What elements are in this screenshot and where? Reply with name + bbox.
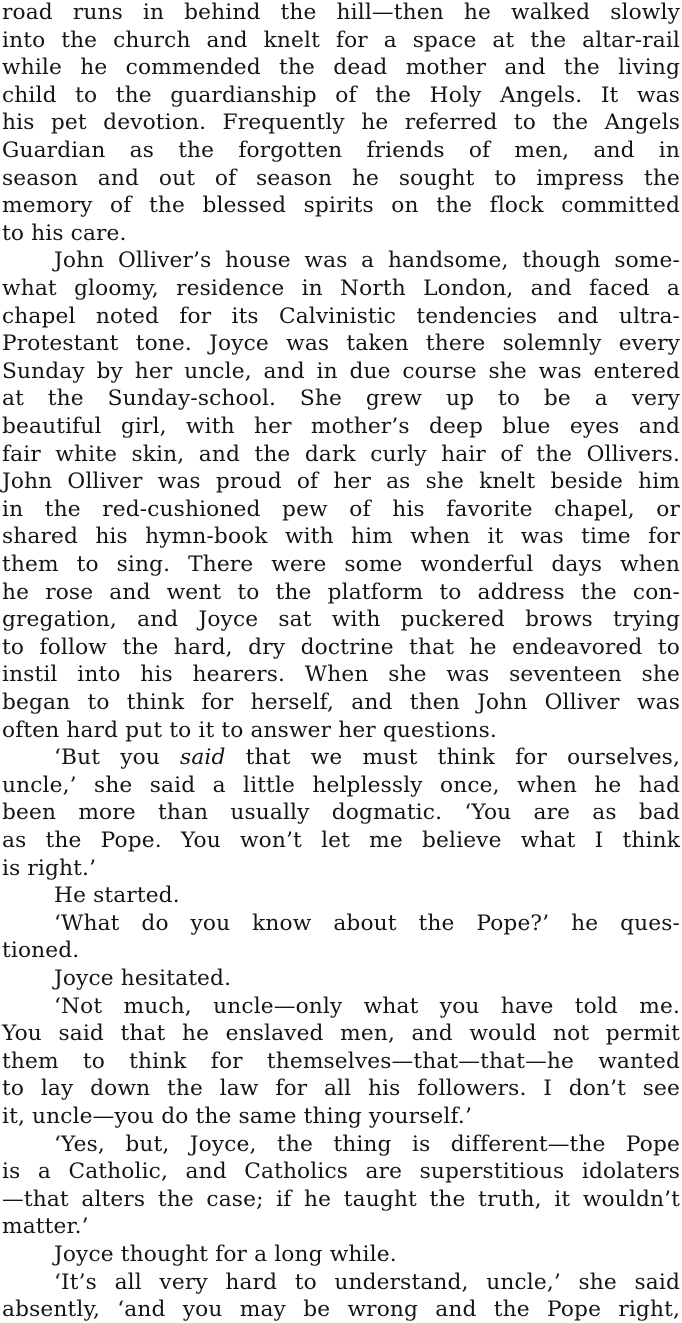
paragraph-start: ‘Not much, uncle—only what you have told me. [54,993,680,1019]
text-line: season and out of season he sought to impress the [2,165,680,191]
text-line: is right.’ [2,855,97,881]
text-line: matter.’ [2,1214,89,1240]
text-span: ‘But you [54,745,160,771]
italic-emphasis: said [180,745,226,771]
text-line: while he commended the dead mother and the living [2,55,680,81]
text-line: his pet devotion. Frequently he referred to the Angels [2,110,680,136]
text-line: he rose and went to the platform to address the con- [2,579,680,605]
text-line: —that alters the case; if he taught the truth, it wouldn’t [2,1186,680,1212]
text-line: them to think for themselves—that—that—he wanted [2,1048,680,1074]
text-line: shared his hymn-book with him when it was time for [2,524,680,550]
text-line: what gloomy, residence in North London, and faced a [2,276,680,301]
text-line: been more than usually dogmatic. ‘You are as bad [2,800,680,826]
text-line: is a Catholic, and Catholics are superstitious idolaters [2,1159,680,1185]
paragraph-start: John Olliver’s house was a handsome, though some- [54,248,680,274]
text-line: at the Sunday-school. She grew up to be a very [2,386,680,412]
text-line: uncle,’ she said a little helplessly once, when he had [2,772,680,798]
text-line: fair white skin, and the dark curly hair of the Ollivers. [2,441,680,467]
text-line: John Olliver was proud of her as she knelt beside him [2,469,680,495]
text-line: gregation, and Joyce sat with puckered brows trying [2,607,680,633]
paragraph-start: ‘Yes, but, Joyce, the thing is different—the Pope [54,1131,680,1157]
text-line: Sunday by her uncle, and in due course she was entered [2,358,680,384]
text-line: road runs in behind the hill—then he walked slowly [2,0,680,25]
text-line: began to think for herself, and then John Olliver was [2,690,680,715]
text-line: to his care. [2,220,127,246]
text-line: memory of the blessed spirits on the flock committed [2,193,680,219]
text-line: beautiful girl, with her mother’s deep blue eyes and [2,414,680,439]
text-line: child to the guardianship of the Holy Angels. It was [2,82,680,108]
paragraph-start: Joyce thought for a long while. [54,1242,397,1267]
text-line: to follow the hard, dry doctrine that he endeavored to [2,634,680,660]
text-line: them to sing. There were some wonderful days when [2,552,680,577]
paragraph-start: ‘What do you know about the Pope?’ he ques- [54,910,680,936]
text-line: as the Pope. You won’t let me believe what I think [2,828,680,853]
text-line: often hard put to it to answer her questions. [2,717,497,743]
text-line: absently, ‘and you may be wrong and the Pope right, [2,1297,680,1323]
text-line: in the red-cushioned pew of his favorite chapel, or [2,496,680,522]
paragraph-start: Joyce hesitated. [54,966,232,991]
text-line: tioned. [2,938,80,964]
text-line: Protestant tone. Joyce was taken there solemnly every [2,331,680,357]
paragraph-start: ‘It’s all very hard to understand, uncle,’ she said [54,1269,680,1295]
text-line: You said that he enslaved men, and would not permit [2,1021,680,1047]
book-page [2,0,681,1323]
text-span: that we must think for ourselves, [245,745,681,771]
paragraph-start: He started. [54,883,180,909]
text-line: to lay down the law for all his followers. I don’t see [2,1076,680,1102]
text-line: instil into his hearers. When she was seventeen she [2,662,680,688]
text-line: chapel noted for its Calvinistic tendencies and ultra- [2,303,680,329]
text-line: it, uncle—you do the same thing yourself.’ [2,1104,472,1129]
text-line: into the church and knelt for a space at the altar-rail [2,27,680,53]
paragraph-start [2,745,680,771]
text-line: Guardian as the forgotten friends of men, and in [2,138,680,163]
